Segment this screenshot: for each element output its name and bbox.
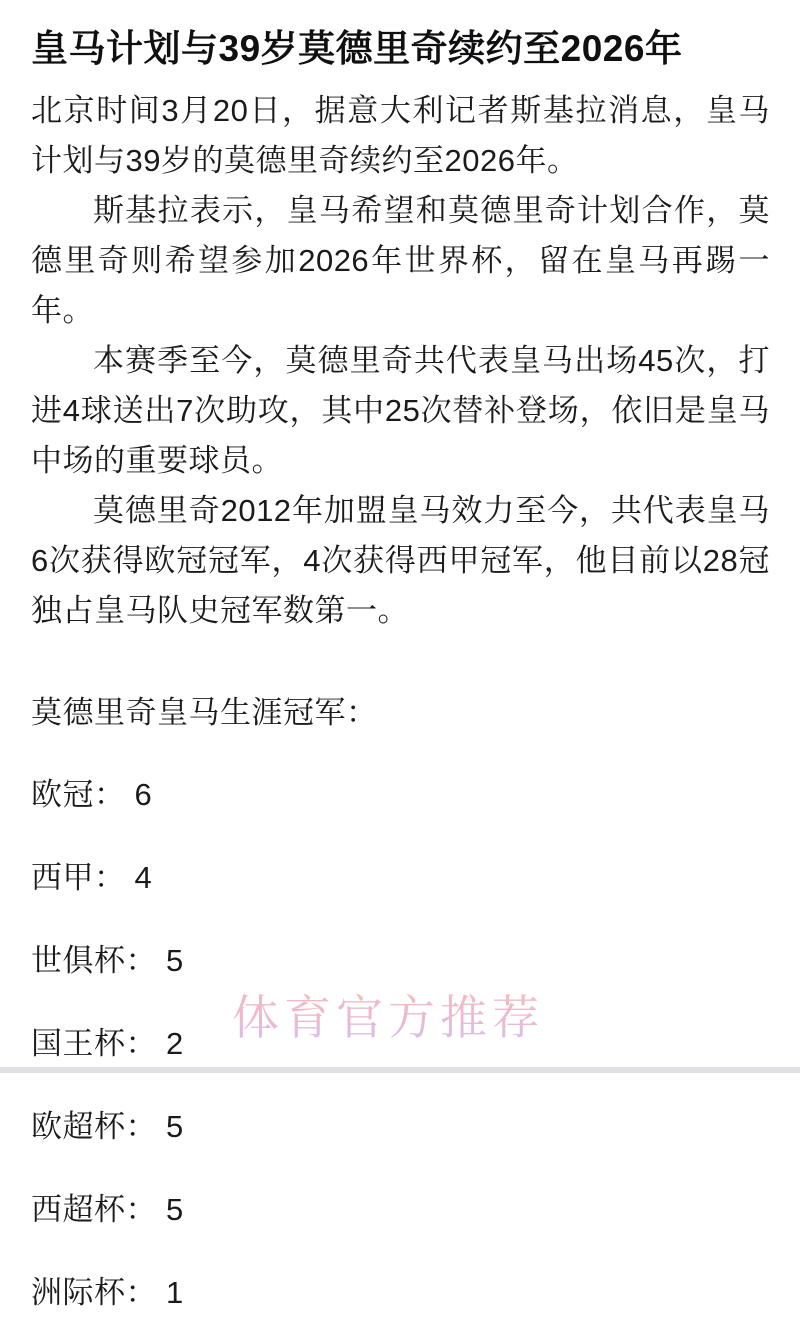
paragraph-3: 本赛季至今，莫德里奇共代表皇马出场45次，打进4球送出7次助攻，其中25次替补登场，依旧是皇马中场的重要球员。 [31, 343, 770, 478]
watermark: 体育官方推荐 [232, 993, 544, 1045]
paragraph-4: 莫德里奇2012年加盟皇马效力至今，共代表皇马6次获得欧冠冠军，4次获得西甲冠军，他目前以28冠独占皇马队史冠军数第一。 [31, 493, 770, 628]
trophy-count: 5 [166, 943, 184, 978]
trophy-label: 欧冠 [31, 777, 94, 812]
trophy-row-club-world-cup [31, 935, 770, 987]
trophy-label: 洲际杯 [31, 1275, 126, 1310]
trophy-label: 世俱杯 [31, 943, 126, 978]
trophy-separator: ： [125, 943, 157, 978]
trophy-row-uefa-super-cup [31, 1101, 770, 1153]
trophy-separator: ： [125, 1275, 157, 1310]
trophy-separator: ： [94, 860, 126, 895]
trophy-row-ucl [31, 769, 770, 821]
trophy-separator: ： [94, 777, 126, 812]
page-title: 皇马计划与39岁莫德里奇续约至2026年 [31, 28, 683, 69]
paragraph-2: 斯基拉表示，皇马希望和莫德里奇计划合作，莫德里奇则希望参加2026年世界杯，留在皇马再踢一年。 [31, 193, 770, 328]
trophy-row-laliga [31, 852, 770, 904]
trophy-label: 国王杯 [31, 1026, 126, 1061]
trophy-separator: ： [125, 1192, 157, 1227]
trophy-row-spanish-super-cup [31, 1184, 770, 1236]
trophy-label: 欧超杯 [31, 1109, 126, 1144]
trophy-count: 5 [166, 1192, 184, 1227]
trophy-count: 5 [166, 1109, 184, 1144]
trophy-count: 6 [134, 777, 153, 812]
trophy-count: 1 [166, 1275, 184, 1310]
trophy-row-intercontinental-cup [31, 1267, 770, 1319]
trophy-count: 2 [166, 1026, 184, 1061]
paragraph-1: 北京时间3月20日，据意大利记者斯基拉消息，皇马计划与39岁的莫德里奇续约至2026年。 [31, 93, 770, 178]
trophy-separator: ： [125, 1109, 157, 1144]
trophy-separator: ： [125, 1026, 157, 1061]
trophy-list [31, 769, 770, 1319]
trophy-label: 西超杯 [31, 1192, 126, 1227]
trophy-section-heading: 莫德里奇皇马生涯冠军： [31, 695, 378, 730]
trophy-row-copa-del-rey [31, 1018, 770, 1070]
trophy-count: 4 [134, 860, 153, 895]
trophy-label: 西甲 [31, 860, 94, 895]
bottom-divider [0, 1067, 800, 1073]
